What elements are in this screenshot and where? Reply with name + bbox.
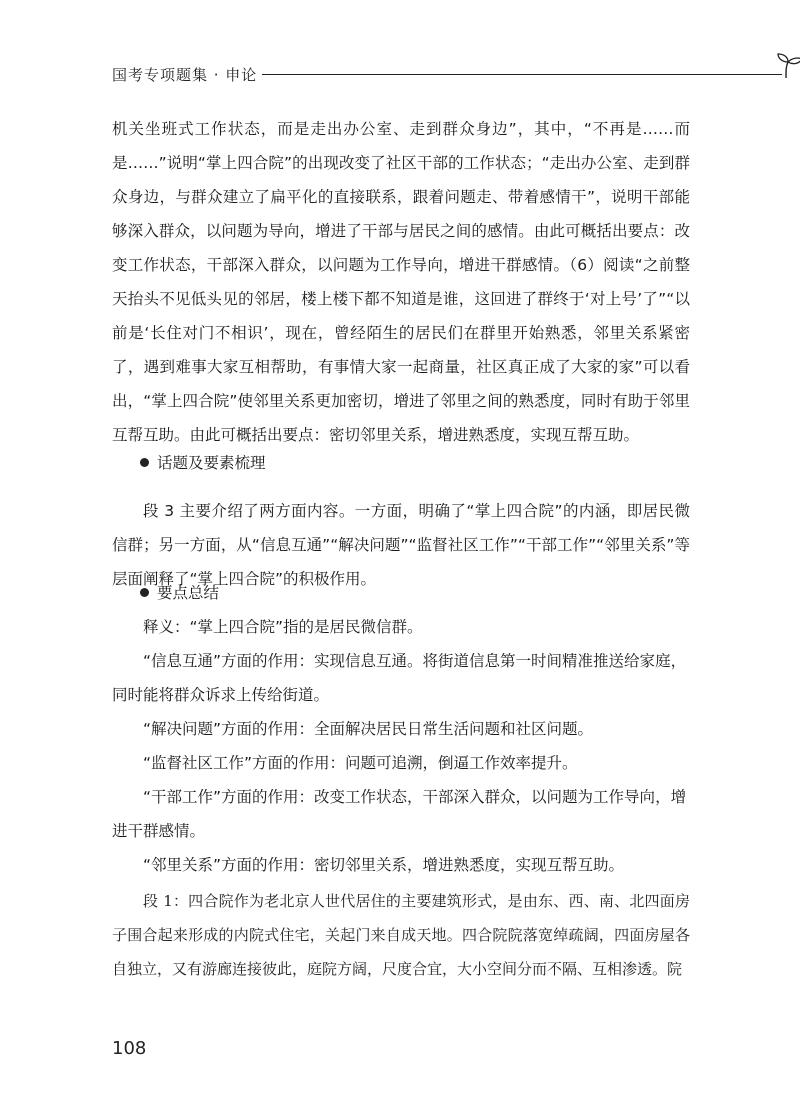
bullet-dot-icon: [140, 458, 149, 467]
summary-item: “信息互通”方面的作用：实现信息互通。将街道信息第一时间精准推送给家庭，同时能将群众诉求上传给街道。: [112, 652, 687, 704]
material-paragraph: 段 1：四合院作为老北京人世代居住的主要建筑形式，是由东、西、南、北四面房子围合起来形成的内院式住宅，关起门来自成天地。四合院院落宽绰疏阔，四面房屋各自独立，又有游廊连接彼此，庭院方阔，尺度合宜，大小空间分而不隔、互相渗透。院: [112, 892, 690, 978]
analysis-paragraph: 机关坐班式工作状态，而是走出办公室、走到群众身边”，其中，“不再是……而是……”说明“掌上四合院”的出现改变了社区干部的工作状态；“走出办公室、走到群众身边，与群众建立了扁平化的直接联系，跟着问题走、带着感情干”，说明干部能够深入群众，以问题为导向，增进了干部与居民之间的感情。由此可概括出要点：改变工作状态，干部深入群众，以问题为工作导向，增进干群感情。（6）阅读“之前整天抬头不见低头见的邻居，楼上楼下都不知道是谁，这回进了群终于‘对上号’了”“以前是‘长住对门不相识’，现在，曾经陌生的居民们在群里开始熟悉，邻里关系紧密了，遇到难事大家互相帮助，有事情大家一起商量，社区真正成了大家的家”可以看出，“掌上四合院”使邻里关系更加密切，增进了邻里之间的熟悉度，同时有助于邻里互帮互助。由此可概括出要点：密切邻里关系，增进熟悉度，实现互帮互助。: [112, 120, 690, 444]
bullet-dot-icon: [140, 588, 149, 597]
topic-heading: [140, 446, 266, 480]
summary-heading: [140, 576, 219, 610]
summary-item: “监督社区工作”方面的作用：问题可追溯，倒逼工作效率提升。: [143, 754, 578, 772]
sprout-icon: [772, 52, 800, 82]
page-number: 108: [112, 1038, 147, 1059]
summary-item: “邻里关系”方面的作用：密切邻里关系，增进熟悉度，实现互帮互助。: [143, 856, 625, 874]
summary-item: “解决问题”方面的作用：全面解决居民日常生活问题和社区问题。: [143, 720, 594, 738]
header-rule: [262, 74, 782, 75]
topic-paragraph: 段 3 主要介绍了两方面内容。一方面，明确了“掌上四合院”的内涵，即居民微信群；另一方面，从“信息互通”“解决问题”“监督社区工作”“干部工作”“邻里关系”等层面阐释了“掌上四合院”的积极作用。: [112, 502, 690, 588]
summary-item: “干部工作”方面的作用：改变工作状态，干部深入群众，以问题为工作导向，增进干群感情。: [112, 788, 687, 840]
header-title: 国考专项题集 · 申论: [112, 66, 258, 84]
topic-heading-text: 话题及要素梳理: [157, 454, 266, 472]
summary-item: 释义：“掌上四合院”指的是居民微信群。: [143, 618, 423, 636]
page-header: [112, 62, 697, 92]
summary-heading-text: 要点总结: [157, 584, 220, 602]
